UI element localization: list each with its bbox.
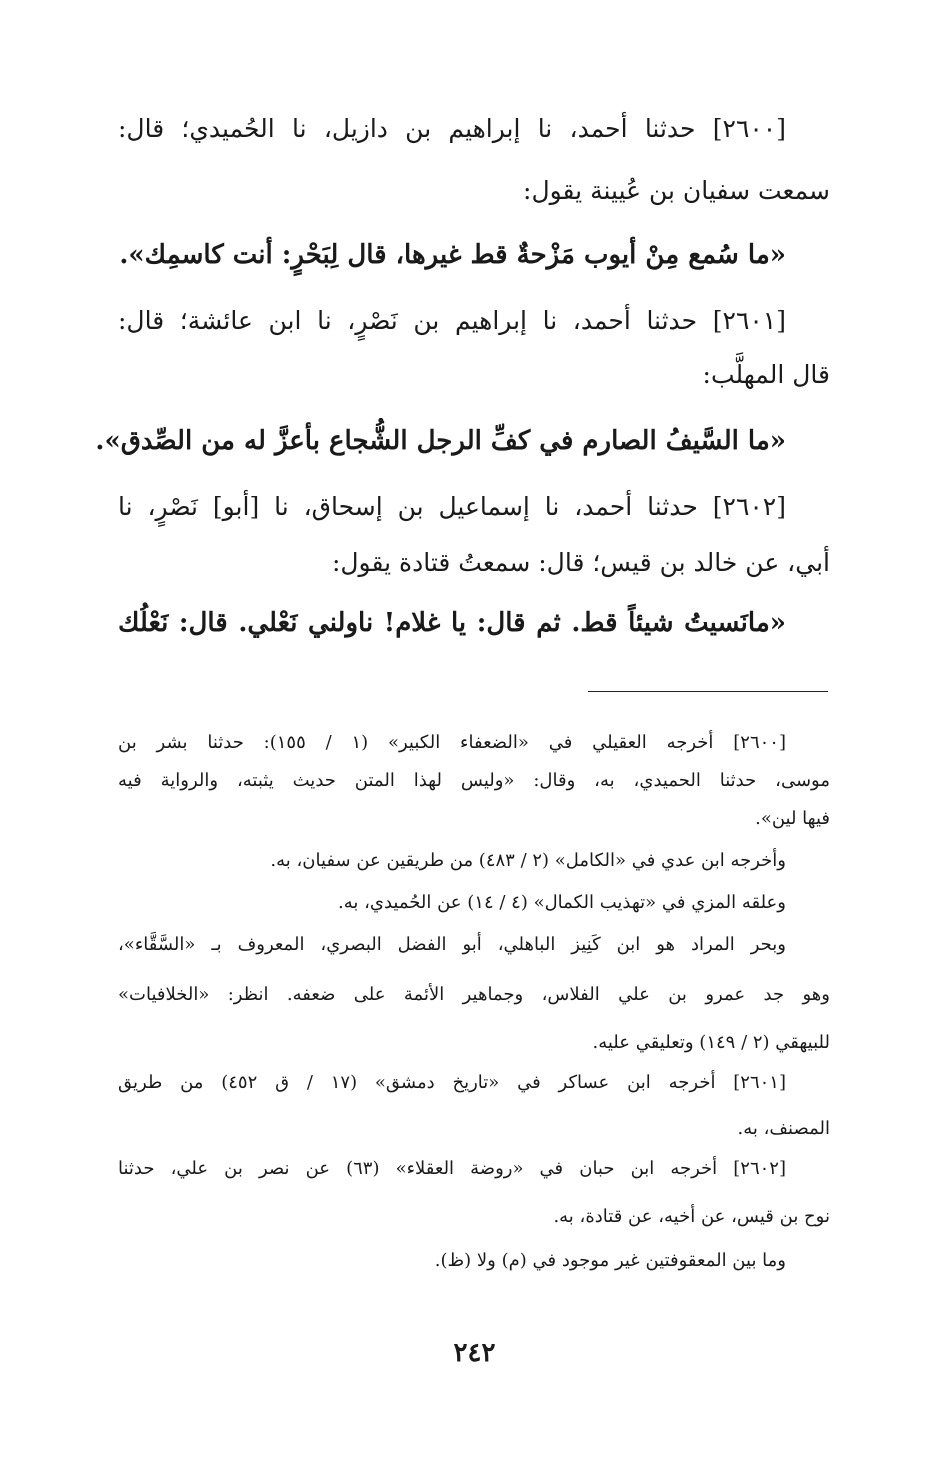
quote-line: «ما السَّيفُ الصارم في كفِّ الرجل الشُّجاع بأعزَّ له من الصِّدق». bbox=[95, 426, 786, 456]
footnote-line: فيها لين». bbox=[755, 808, 830, 829]
text-line: [٢٦٠٠] حدثنا أحمد، نا إبراهيم بن دازيل، نا الحُميدي؛ قال: bbox=[118, 114, 786, 143]
footnote-line: وأخرجه ابن عدي في «الكامل» (٢ / ٤٨٣) من طريقين عن سفيان، به. bbox=[270, 850, 786, 871]
footnote-line: [٢٦٠١] أخرجه ابن عساكر في «تاريخ دمشق» (١٧ / ق ٤٥٢) من طريق bbox=[118, 1072, 786, 1093]
footnote-line: موسى، حدثنا الحميدي، به، وقال: «وليس لهذا المتن حديث يثبته، والرواية فيه bbox=[118, 770, 830, 791]
text-line: قال المهلَّب: bbox=[702, 360, 830, 389]
quote-line: «مانَسيتُ شيئاً قط. ثم قال: يا غلام! ناولني نَعْلي. قال: نَعْلُك bbox=[118, 608, 786, 638]
text-line: أبي، عن خالد بن قيس؛ قال: سمعتُ قتادة يقول: bbox=[331, 548, 830, 577]
footnote-line: وما بين المعقوفتين غير موجود في (م) ولا (ظ). bbox=[434, 1250, 786, 1271]
footnote-line: وعلقه المزي في «تهذيب الكمال» (٤ / ١٤) عن الحُميدي، به. bbox=[337, 892, 786, 913]
text-line: سمعت سفيان بن عُيينة يقول: bbox=[523, 176, 830, 205]
text-line: [٢٦٠٢] حدثنا أحمد، نا إسماعيل بن إسحاق، نا [أبو] نَصْرٍ، نا bbox=[118, 492, 786, 521]
footnote-line: نوح بن قيس، عن أخيه، عن قتادة، به. bbox=[553, 1206, 830, 1227]
page-number: ٢٤٢ bbox=[453, 1338, 496, 1368]
footnote-line: وبحر المراد هو ابن كَنِيز الباهلي، أبو الفضل البصري، المعروف بـ «السَّقَّاء»، bbox=[118, 934, 786, 955]
footnote-line: وهو جد عمرو بن علي الفلاس، وجماهير الأئمة على ضعفه. انظر: «الخلافيات» bbox=[118, 984, 830, 1005]
quote-line: «ما سُمع مِنْ أيوب مَزْحةٌ قط غيرها، قال لِبَحْرٍ: أنت كاسمِك». bbox=[119, 240, 786, 270]
footnote-line: المصنف، به. bbox=[737, 1118, 830, 1139]
footnote-line: [٢٦٠٠] أخرجه العقيلي في «الضعفاء الكبير» (١ / ١٥٥): حدثنا بشر بن bbox=[118, 732, 786, 753]
footnote-line: للبيهقي (٢ / ١٤٩) وتعليقي عليه. bbox=[592, 1032, 830, 1053]
footnote-line: [٢٦٠٢] أخرجه ابن حبان في «روضة العقلاء» (٦٣) عن نصر بن علي، حدثنا bbox=[118, 1158, 786, 1179]
footnote-separator bbox=[588, 691, 828, 692]
text-line: [٢٦٠١] حدثنا أحمد، نا إبراهيم بن نَصْرٍ، نا ابن عائشة؛ قال: bbox=[118, 306, 786, 335]
